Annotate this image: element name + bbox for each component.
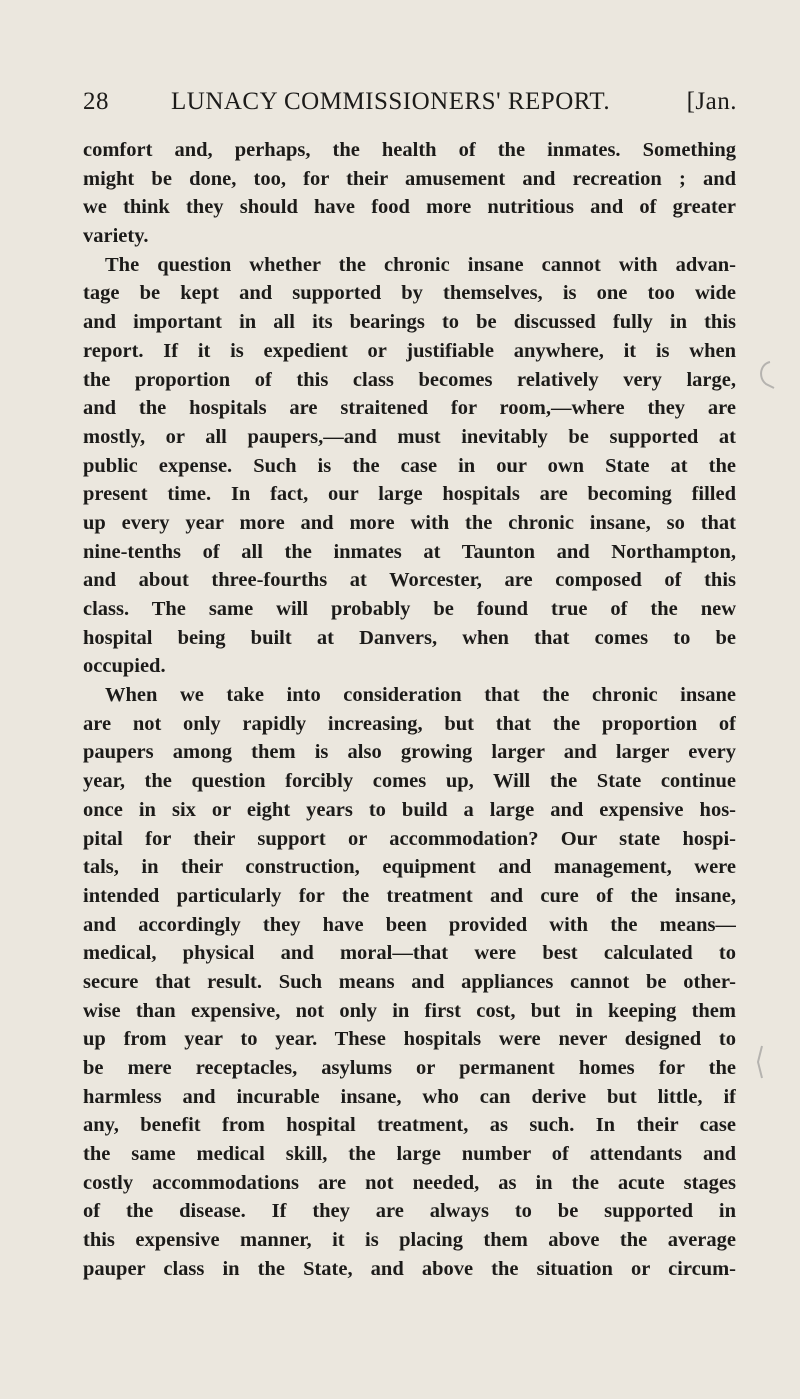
text-line: report. If it is expedient or justifiable anywhere, it is when [83,339,736,362]
text-line: nine-tenths of all the inmates at Taunton and Northampton, [83,540,736,563]
text-line: and important in all its bearings to be discussed fully in this [83,311,736,334]
text-line: paupers among them is also growing larger and larger every [83,741,736,764]
text-line: wise than expensive, not only in first cost, but in keeping them [83,999,736,1022]
text-line: once in six or eight years to build a large and expensive hos- [83,798,736,821]
running-title: LUNACY COMMISSIONERS' REPORT. [171,88,611,115]
text-line: up from year to year. These hospitals were never designed to [83,1028,736,1051]
body-text [83,136,736,1284]
text-line: might be done, too, for their amusement and recreation ; and [83,167,736,190]
text-line: this expensive manner, it is placing them above the average [83,1229,736,1252]
text-line: mostly, or all paupers,—and must inevitably be supported at [83,425,736,448]
text-line: variety. [83,225,149,248]
text-line: present time. In fact, our large hospitals are becoming filled [83,483,736,506]
text-line: we think they should have food more nutritious and of greater [83,196,736,219]
text-line: of the disease. If they are always to be supported in [83,1200,736,1223]
margin-smudge-icon [752,1042,772,1082]
text-line: intended particularly for the treatment and cure of the insane, [83,884,736,907]
text-line: The question whether the chronic insane cannot with advan- [105,253,736,276]
header-date: [Jan. [686,88,737,115]
text-line: the proportion of this class becomes relatively very large, [83,368,736,391]
text-line: year, the question forcibly comes up, Will the State continue [83,770,736,793]
text-line: When we take into consideration that the chronic insane [105,684,736,707]
text-line: are not only rapidly increasing, but that the proportion of [83,712,736,735]
text-line: and accordingly they have been provided with the means— [83,913,736,936]
text-line: up every year more and more with the chronic insane, so that [83,511,736,534]
text-line: be mere receptacles, asylums or permanent homes for the [83,1057,736,1079]
text-line: and about three-fourths at Worcester, are composed of this [83,569,736,592]
text-line: secure that result. Such means and appliances cannot be other- [83,970,736,993]
text-line: the same medical skill, the large number of attendants and [83,1143,736,1166]
text-line: any, benefit from hospital treatment, as such. In their case [83,1114,736,1137]
running-header [83,88,737,122]
text-line: public expense. Such is the case in our own State at the [83,454,736,477]
text-line: pauper class in the State, and above the situation or circum- [83,1257,736,1280]
text-line: class. The same will probably be found true of the new [83,598,736,620]
text-line: occupied. [83,655,166,678]
text-line: pital for their support or accommodation? Our state hospi- [83,827,736,850]
text-line: and the hospitals are straitened for room,—where they are [83,397,736,420]
text-line: comfort and, perhaps, the health of the inmates. Something [83,139,736,161]
page-number: 28 [83,88,109,115]
text-line: medical, physical and moral—that were best calculated to [83,942,736,965]
text-line: harmless and incurable insane, who can derive but little, if [83,1085,736,1108]
text-line: tals, in their construction, equipment and management, were [83,856,736,879]
text-line: tage be kept and supported by themselves, is one too wide [83,282,736,305]
margin-smudge-icon [752,358,778,392]
text-line: hospital being built at Danvers, when that comes to be [83,626,736,649]
text-line: costly accommodations are not needed, as in the acute stages [83,1171,736,1194]
